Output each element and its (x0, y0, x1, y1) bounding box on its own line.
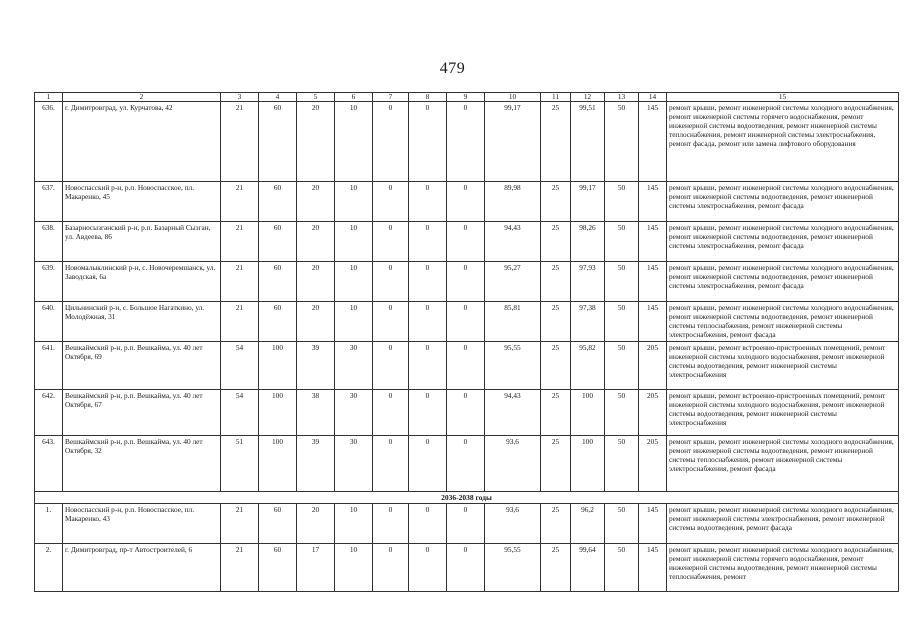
value-cell-9: 0 (447, 222, 485, 262)
value-cell-9: 0 (447, 436, 485, 492)
value-cell-7: 0 (373, 302, 409, 342)
table-body (35, 102, 899, 592)
value-cell-13: 50 (605, 182, 639, 222)
works-list-cell: ремонт крыши, ремонт инженерной системы холодного водоснабжения, ремонт инженерной системы водоотведения, ремонт инженерной системы электроснабжения, ремонт фасада (667, 262, 899, 302)
value-cell-3: 54 (221, 342, 259, 390)
value-cell-5: 20 (297, 302, 335, 342)
value-cell-11: 25 (541, 436, 571, 492)
value-cell-12: 97,38 (571, 302, 605, 342)
value-cell-12: 99,64 (571, 544, 605, 592)
value-cell-3: 54 (221, 390, 259, 436)
row-number-cell: 639. (35, 262, 63, 302)
column-header-3: 3 (221, 93, 259, 102)
repair-schedule-table (34, 92, 899, 592)
value-cell-8: 0 (409, 302, 447, 342)
column-header-6: 6 (335, 93, 373, 102)
value-cell-8: 0 (409, 544, 447, 592)
value-cell-6: 10 (335, 102, 373, 182)
column-header-9: 9 (447, 93, 485, 102)
value-cell-12: 96,2 (571, 504, 605, 544)
page-number: 479 (439, 60, 466, 77)
value-cell-8: 0 (409, 182, 447, 222)
column-header-2: 2 (63, 93, 221, 102)
value-cell-7: 0 (373, 390, 409, 436)
row-number-cell: 638. (35, 222, 63, 262)
value-cell-8: 0 (409, 262, 447, 302)
value-cell-6: 30 (335, 436, 373, 492)
address-cell: Вешкаймский р-н, р.п. Вешкайма, ул. 40 лет Октября, 67 (63, 390, 221, 436)
value-cell-13: 50 (605, 544, 639, 592)
value-cell-10: 93,6 (485, 436, 541, 492)
value-cell-11: 25 (541, 182, 571, 222)
value-cell-5: 20 (297, 102, 335, 182)
column-header-13: 13 (605, 93, 639, 102)
address-cell: Вешкаймский р-н, р.п. Вешкайма, ул. 40 лет Октября, 69 (63, 342, 221, 390)
row-number-cell: 643. (35, 436, 63, 492)
works-list-cell: ремонт крыши, ремонт инженерной системы холодного водоснабжения, ремонт инженерной системы горячего водоснабжения, ремонт инженерной системы водоотведения, ремонт инженерной системы теплоснабжения, ремонт инженерной системы электроснабжения, ремонт фасада, ремонт или замена лифтового оборудования (667, 102, 899, 182)
value-cell-8: 0 (409, 436, 447, 492)
address-cell: г. Димитровград, ул. Курчатова, 42 (63, 102, 221, 182)
works-list-cell: ремонт крыши, ремонт инженерной системы холодного водоснабжения, ремонт инженерной системы электроснабжения, ремонт инженерной системы водоотведения, ремонт фасада (667, 504, 899, 544)
value-cell-11: 25 (541, 504, 571, 544)
works-list-cell: ремонт крыши, ремонт встроенно-пристроенных помещений, ремонт инженерной системы холодного водоснабжения, ремонт инженерной системы водоотведения, ремонт инженерной системы электроснабжения (667, 390, 899, 436)
value-cell-11: 25 (541, 342, 571, 390)
value-cell-12: 100 (571, 390, 605, 436)
value-cell-13: 50 (605, 302, 639, 342)
value-cell-4: 100 (259, 390, 297, 436)
value-cell-4: 60 (259, 302, 297, 342)
address-cell: г. Димитровград, пр-т Автостроителей, 6 (63, 544, 221, 592)
value-cell-14: 205 (639, 390, 667, 436)
works-list-cell: ремонт крыши, ремонт встроенно-пристроенных помещений, ремонт инженерной системы холодного водоснабжения, ремонт инженерной системы водоотведения, ремонт инженерной системы электроснабжения (667, 342, 899, 390)
value-cell-12: 99,51 (571, 102, 605, 182)
row-number-cell: 2. (35, 544, 63, 592)
value-cell-5: 38 (297, 390, 335, 436)
value-cell-13: 50 (605, 102, 639, 182)
row-number-cell: 1. (35, 504, 63, 544)
value-cell-11: 25 (541, 262, 571, 302)
column-header-1: 1 (35, 93, 63, 102)
value-cell-5: 20 (297, 262, 335, 302)
value-cell-10: 95,27 (485, 262, 541, 302)
value-cell-14: 145 (639, 102, 667, 182)
value-cell-6: 10 (335, 544, 373, 592)
table-row (35, 342, 899, 390)
value-cell-11: 25 (541, 102, 571, 182)
value-cell-6: 10 (335, 182, 373, 222)
value-cell-12: 99,17 (571, 182, 605, 222)
address-cell: Цильнинский р-н, с. Большое Нагаткино, ул. Молодёжная, 31 (63, 302, 221, 342)
value-cell-14: 145 (639, 544, 667, 592)
table-row (35, 222, 899, 262)
address-cell: Новоспасский р-н, р.п. Новоспасское, пл. Макаренко, 43 (63, 504, 221, 544)
value-cell-10: 95,55 (485, 342, 541, 390)
value-cell-5: 39 (297, 342, 335, 390)
row-number-cell: 637. (35, 182, 63, 222)
value-cell-4: 60 (259, 544, 297, 592)
value-cell-14: 205 (639, 436, 667, 492)
value-cell-8: 0 (409, 342, 447, 390)
value-cell-8: 0 (409, 222, 447, 262)
column-header-14: 14 (639, 93, 667, 102)
column-number-row (35, 93, 899, 102)
value-cell-9: 0 (447, 102, 485, 182)
value-cell-7: 0 (373, 102, 409, 182)
address-cell: Новомалыклинский р-н, с. Новочеремшанск, ул. Заводская, 6а (63, 262, 221, 302)
table-row (35, 262, 899, 302)
value-cell-14: 145 (639, 262, 667, 302)
value-cell-7: 0 (373, 504, 409, 544)
value-cell-6: 30 (335, 390, 373, 436)
value-cell-13: 50 (605, 436, 639, 492)
value-cell-4: 100 (259, 436, 297, 492)
value-cell-3: 21 (221, 544, 259, 592)
value-cell-5: 20 (297, 222, 335, 262)
value-cell-13: 50 (605, 504, 639, 544)
table-row (35, 302, 899, 342)
section-heading: 2036-2038 годы (35, 492, 899, 504)
value-cell-14: 145 (639, 222, 667, 262)
value-cell-3: 21 (221, 182, 259, 222)
address-cell: Базарносызганский р-н, р.п. Базарный Сызган, ул. Авдеева, 86 (63, 222, 221, 262)
column-header-11: 11 (541, 93, 571, 102)
value-cell-11: 25 (541, 302, 571, 342)
value-cell-6: 10 (335, 302, 373, 342)
value-cell-14: 205 (639, 342, 667, 390)
value-cell-5: 20 (297, 182, 335, 222)
value-cell-11: 25 (541, 222, 571, 262)
value-cell-3: 21 (221, 102, 259, 182)
table-row (35, 544, 899, 592)
works-list-cell: ремонт крыши, ремонт инженерной системы холодного водоснабжения, ремонт инженерной системы водоотведения, ремонт инженерной системы электроснабжения, ремонт фасада (667, 222, 899, 262)
value-cell-4: 60 (259, 222, 297, 262)
value-cell-4: 60 (259, 262, 297, 302)
column-header-15: 15 (667, 93, 899, 102)
works-list-cell: ремонт крыши, ремонт инженерной системы холодного водоснабжения, ремонт инженерной системы водоотведения, ремонт инженерной системы теплоснабжения, ремонт инженерной системы электроснабжения, ремонт фасада (667, 436, 899, 492)
value-cell-7: 0 (373, 262, 409, 302)
value-cell-12: 95,82 (571, 342, 605, 390)
value-cell-8: 0 (409, 504, 447, 544)
value-cell-10: 89,98 (485, 182, 541, 222)
works-list-cell: ремонт крыши, ремонт инженерной системы холодного водоснабжения, ремонт инженерной системы водоотведения, ремонт инженерной системы электроснабжения, ремонт фасада (667, 182, 899, 222)
column-header-7: 7 (373, 93, 409, 102)
value-cell-9: 0 (447, 342, 485, 390)
value-cell-6: 10 (335, 262, 373, 302)
value-cell-11: 25 (541, 544, 571, 592)
value-cell-4: 60 (259, 504, 297, 544)
value-cell-13: 50 (605, 262, 639, 302)
section-heading-row (35, 492, 899, 504)
value-cell-11: 25 (541, 390, 571, 436)
value-cell-3: 51 (221, 436, 259, 492)
value-cell-4: 100 (259, 342, 297, 390)
table-row (35, 102, 899, 182)
table-row (35, 436, 899, 492)
value-cell-3: 21 (221, 504, 259, 544)
value-cell-7: 0 (373, 436, 409, 492)
column-header-5: 5 (297, 93, 335, 102)
value-cell-12: 100 (571, 436, 605, 492)
value-cell-6: 10 (335, 504, 373, 544)
value-cell-5: 17 (297, 544, 335, 592)
value-cell-9: 0 (447, 302, 485, 342)
value-cell-10: 94,43 (485, 390, 541, 436)
value-cell-3: 21 (221, 302, 259, 342)
value-cell-4: 60 (259, 182, 297, 222)
value-cell-6: 30 (335, 342, 373, 390)
value-cell-10: 95,55 (485, 544, 541, 592)
column-header-10: 10 (485, 93, 541, 102)
value-cell-5: 20 (297, 504, 335, 544)
works-list-cell: ремонт крыши, ремонт инженерной системы холодного водоснабжения, ремонт инженерной системы горячего водоснабжения, ремонт инженерной системы водоотведения, ремонт инженерной системы теплоснабжения, ремонт (667, 544, 899, 592)
table-row (35, 182, 899, 222)
value-cell-6: 10 (335, 222, 373, 262)
value-cell-12: 97,93 (571, 262, 605, 302)
row-number-cell: 636. (35, 102, 63, 182)
value-cell-14: 145 (639, 302, 667, 342)
column-header-12: 12 (571, 93, 605, 102)
column-header-4: 4 (259, 93, 297, 102)
address-cell: Вешкаймский р-н, р.п. Вешкайма, ул. 40 лет Октября, 32 (63, 436, 221, 492)
value-cell-9: 0 (447, 390, 485, 436)
value-cell-7: 0 (373, 222, 409, 262)
value-cell-9: 0 (447, 182, 485, 222)
value-cell-13: 50 (605, 342, 639, 390)
value-cell-7: 0 (373, 342, 409, 390)
value-cell-13: 50 (605, 390, 639, 436)
value-cell-10: 93,6 (485, 504, 541, 544)
value-cell-9: 0 (447, 262, 485, 302)
table-row (35, 504, 899, 544)
value-cell-3: 21 (221, 262, 259, 302)
column-header-8: 8 (409, 93, 447, 102)
address-cell: Новоспасский р-н, р.п. Новоспасское, пл. Макаренко, 45 (63, 182, 221, 222)
value-cell-7: 0 (373, 182, 409, 222)
value-cell-5: 39 (297, 436, 335, 492)
value-cell-8: 0 (409, 390, 447, 436)
row-number-cell: 641. (35, 342, 63, 390)
value-cell-4: 60 (259, 102, 297, 182)
value-cell-9: 0 (447, 504, 485, 544)
row-number-cell: 640. (35, 302, 63, 342)
table-row (35, 390, 899, 436)
value-cell-10: 85,81 (485, 302, 541, 342)
value-cell-12: 98,26 (571, 222, 605, 262)
works-list-cell: ремонт крыши, ремонт инженерной системы холодного водоснабжения, ремонт инженерной системы водоотведения, ремонт инженерной системы теплоснабжения, ремонт инженерной системы электроснабжения, ремонт фасада (667, 302, 899, 342)
value-cell-7: 0 (373, 544, 409, 592)
value-cell-3: 21 (221, 222, 259, 262)
value-cell-10: 94,43 (485, 222, 541, 262)
value-cell-8: 0 (409, 102, 447, 182)
value-cell-13: 50 (605, 222, 639, 262)
value-cell-9: 0 (447, 544, 485, 592)
value-cell-14: 145 (639, 504, 667, 544)
row-number-cell: 642. (35, 390, 63, 436)
value-cell-14: 145 (639, 182, 667, 222)
value-cell-10: 99,17 (485, 102, 541, 182)
